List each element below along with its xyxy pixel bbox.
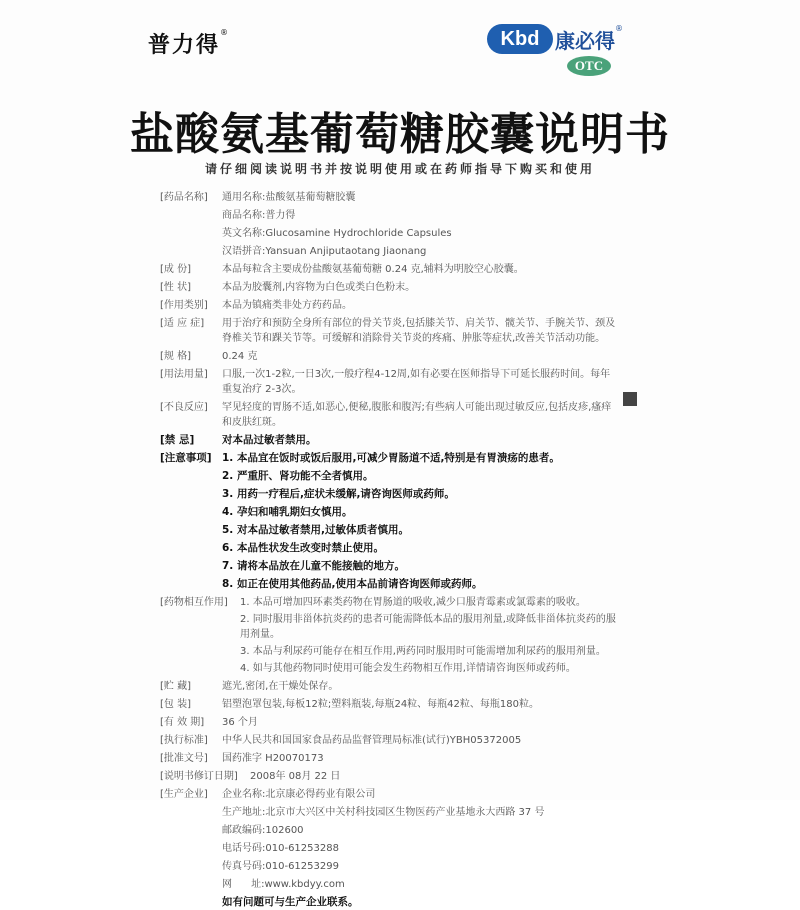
section-appearance: [性 状] 本品为胶囊剂,内容物为白色或类白色粉末。	[160, 282, 416, 293]
section-indications: [适 应 症] 用于治疗和预防全身所有部位的骨关节炎,包括膝关节、肩关节、髋关节、手腕关节、颈及脊椎关节和踝关节等。可缓解和消除骨关节炎的疼痛、肿胀等症状,改善关节活动功能。	[160, 318, 616, 344]
section-standard: [执行标准] 中华人民共和国国家食品药品监督管理局标准(试行)YBH05372005	[160, 735, 522, 746]
interaction-item: 4. 如与其他药物同时使用可能会发生药物相互作用,详情请咨询医师或药师。	[240, 663, 576, 674]
section-revision-date: [说明书修订日期] 2008年 08月 22 日	[160, 771, 341, 782]
precaution-item: 5. 对本品过敏者禁用,过敏体质者慎用。	[222, 524, 409, 536]
precaution-item: 2. 严重肝、肾功能不全者慎用。	[222, 470, 374, 482]
section-category: [作用类别] 本品为镇痛类非处方药药品。	[160, 300, 352, 311]
section-interactions: [药物相互作用] 1. 本品可增加四环素类药物在胃肠道的吸收,减少口服青霉素或氯霉素的吸收。	[160, 595, 620, 610]
precaution-item: 7. 请将本品放在儿童不能接触的地方。	[222, 560, 405, 572]
company-name: 北京康必得药业有限公司	[265, 789, 376, 800]
section-validity: [有 效 期] 36 个月	[160, 717, 258, 728]
company-address: 北京市大兴区中关村科技园区生物医药产业基地永大西路 37 号	[265, 807, 545, 818]
kbd-logo-icon: Kbd	[487, 24, 553, 54]
interaction-item: 1. 本品可增加四环素类药物在胃肠道的吸收,减少口服青霉素或氯霉素的吸收。	[240, 597, 586, 608]
interaction-item: 3. 本品与利尿药可能存在相互作用,两药同时服用时可能需增加利尿药的服用剂量。	[240, 646, 606, 657]
section-storage: [贮 藏] 遮光,密闭,在干燥处保存。	[160, 681, 339, 692]
precaution-item: 8. 如正在使用其他药品,使用本品前请咨询医师或药师。	[222, 578, 483, 590]
postcode: 102600	[265, 825, 304, 836]
contact-note: 如有问题可与生产企业联系。	[222, 896, 359, 908]
otc-badge: OTC	[567, 56, 611, 76]
section-package: [包 装] 铝塑泡罩包装,每板12粒;塑料瓶装,每瓶24粒、每瓶42粒、每瓶180粒。	[160, 699, 539, 710]
brand-left-logo: 普力得®	[148, 28, 231, 58]
precaution-item: 4. 孕妇和哺乳期妇女慎用。	[222, 506, 353, 518]
english-name: Glucosamine Hydrochloride Capsules	[265, 228, 452, 239]
phone: 010-61253288	[265, 843, 339, 854]
generic-name: 盐酸氨基葡萄糖胶囊	[265, 192, 356, 203]
fax: 010-61253299	[265, 861, 339, 872]
section-contraindications: [禁 忌] 对本品过敏者禁用。	[160, 434, 317, 446]
pinyin-name: Yansuan Anjiputaotang Jiaonang	[265, 246, 427, 257]
section-spec: [规 格] 0.24 克	[160, 351, 258, 362]
section-approval: [批准文号] 国药准字 H20070173	[160, 753, 324, 764]
precaution-item: 6. 本品性状发生改变时禁止使用。	[222, 542, 384, 554]
section-ingredients: [成 份] 本品每粒含主要成份盐酸氨基葡萄糖 0.24 克,辅料为明胶空心胶囊。	[160, 264, 524, 275]
marker-square	[623, 392, 637, 406]
trade-name: 普力得	[265, 210, 296, 221]
document-title: 盐酸氨基葡萄糖胶囊说明书	[130, 109, 670, 160]
section-drug-name: [药品名称] 通用名称: 盐酸氨基葡萄糖胶囊 商品名称: 普力得 英文名称: Glucosamine Hydrochloride Capsules 汉语拼音: Yansuan Anjiputaotang Jiaonang	[160, 192, 452, 257]
section-label: [药品名称]	[160, 192, 208, 203]
brand-right-logo: Kbd 康必得®	[487, 24, 623, 54]
leaflet-content	[160, 190, 620, 910]
website: www.kbdyy.com	[264, 879, 345, 890]
interaction-item: 2. 同时服用非甾体抗炎药的患者可能需降低本品的服用剂量,或降低非甾体抗炎药的服用剂量。	[240, 614, 616, 640]
brand-right-name: 康必得	[555, 28, 615, 53]
section-precautions: [注意事项] 1. 本品宜在饭时或饭后服用,可减少胃肠道不适,特别是有胃溃疡的患者。 2. 严重肝、肾功能不全者慎用。 3. 用药一疗程后,症状未缓解,请咨询医师或药师。 4. 孕妇和哺乳期妇女慎用。 5. 对本品过敏者禁用,过敏体质者慎用。 6. 本品性状发生改变时禁止使用。 7. 请将本品放在儿童不能接触的地方。 8. 如正在使用其他药品,使用本品前请咨询医师或药师。	[160, 451, 620, 592]
section-dosage: [用法用量] 口服,一次1-2粒,一日3次,一般疗程4-12周,如有必要在医师指导下可延长服药时间。每年重复治疗 2-3次。	[160, 369, 611, 395]
document-subtitle: 请仔细阅读说明书并按说明使用或在药师指导下购买和使用	[204, 162, 595, 176]
precaution-item: 3. 用药一疗程后,症状未缓解,请咨询医师或药师。	[222, 488, 455, 500]
precaution-item: 1. 本品宜在饭时或饭后服用,可减少胃肠道不适,特别是有胃溃疡的患者。	[222, 452, 560, 464]
section-adverse-reactions: [不良反应] 罕见轻度的胃肠不适,如恶心,便秘,腹胀和腹泻;有些病人可能出现过敏反应,包括皮疹,瘙痒和皮肤红斑。	[160, 402, 612, 428]
section-manufacturer: [生产企业] 企业名称: 北京康必得药业有限公司 生产地址: 北京市大兴区中关村科技园区生物医药产业基地永大西路 37 号 邮政编码: 102600 电话号码: 010-61253288 传真号码: 010-61253299 网 址: www.kbdyy.com 如有问题可与生产企业联系。	[160, 787, 620, 910]
